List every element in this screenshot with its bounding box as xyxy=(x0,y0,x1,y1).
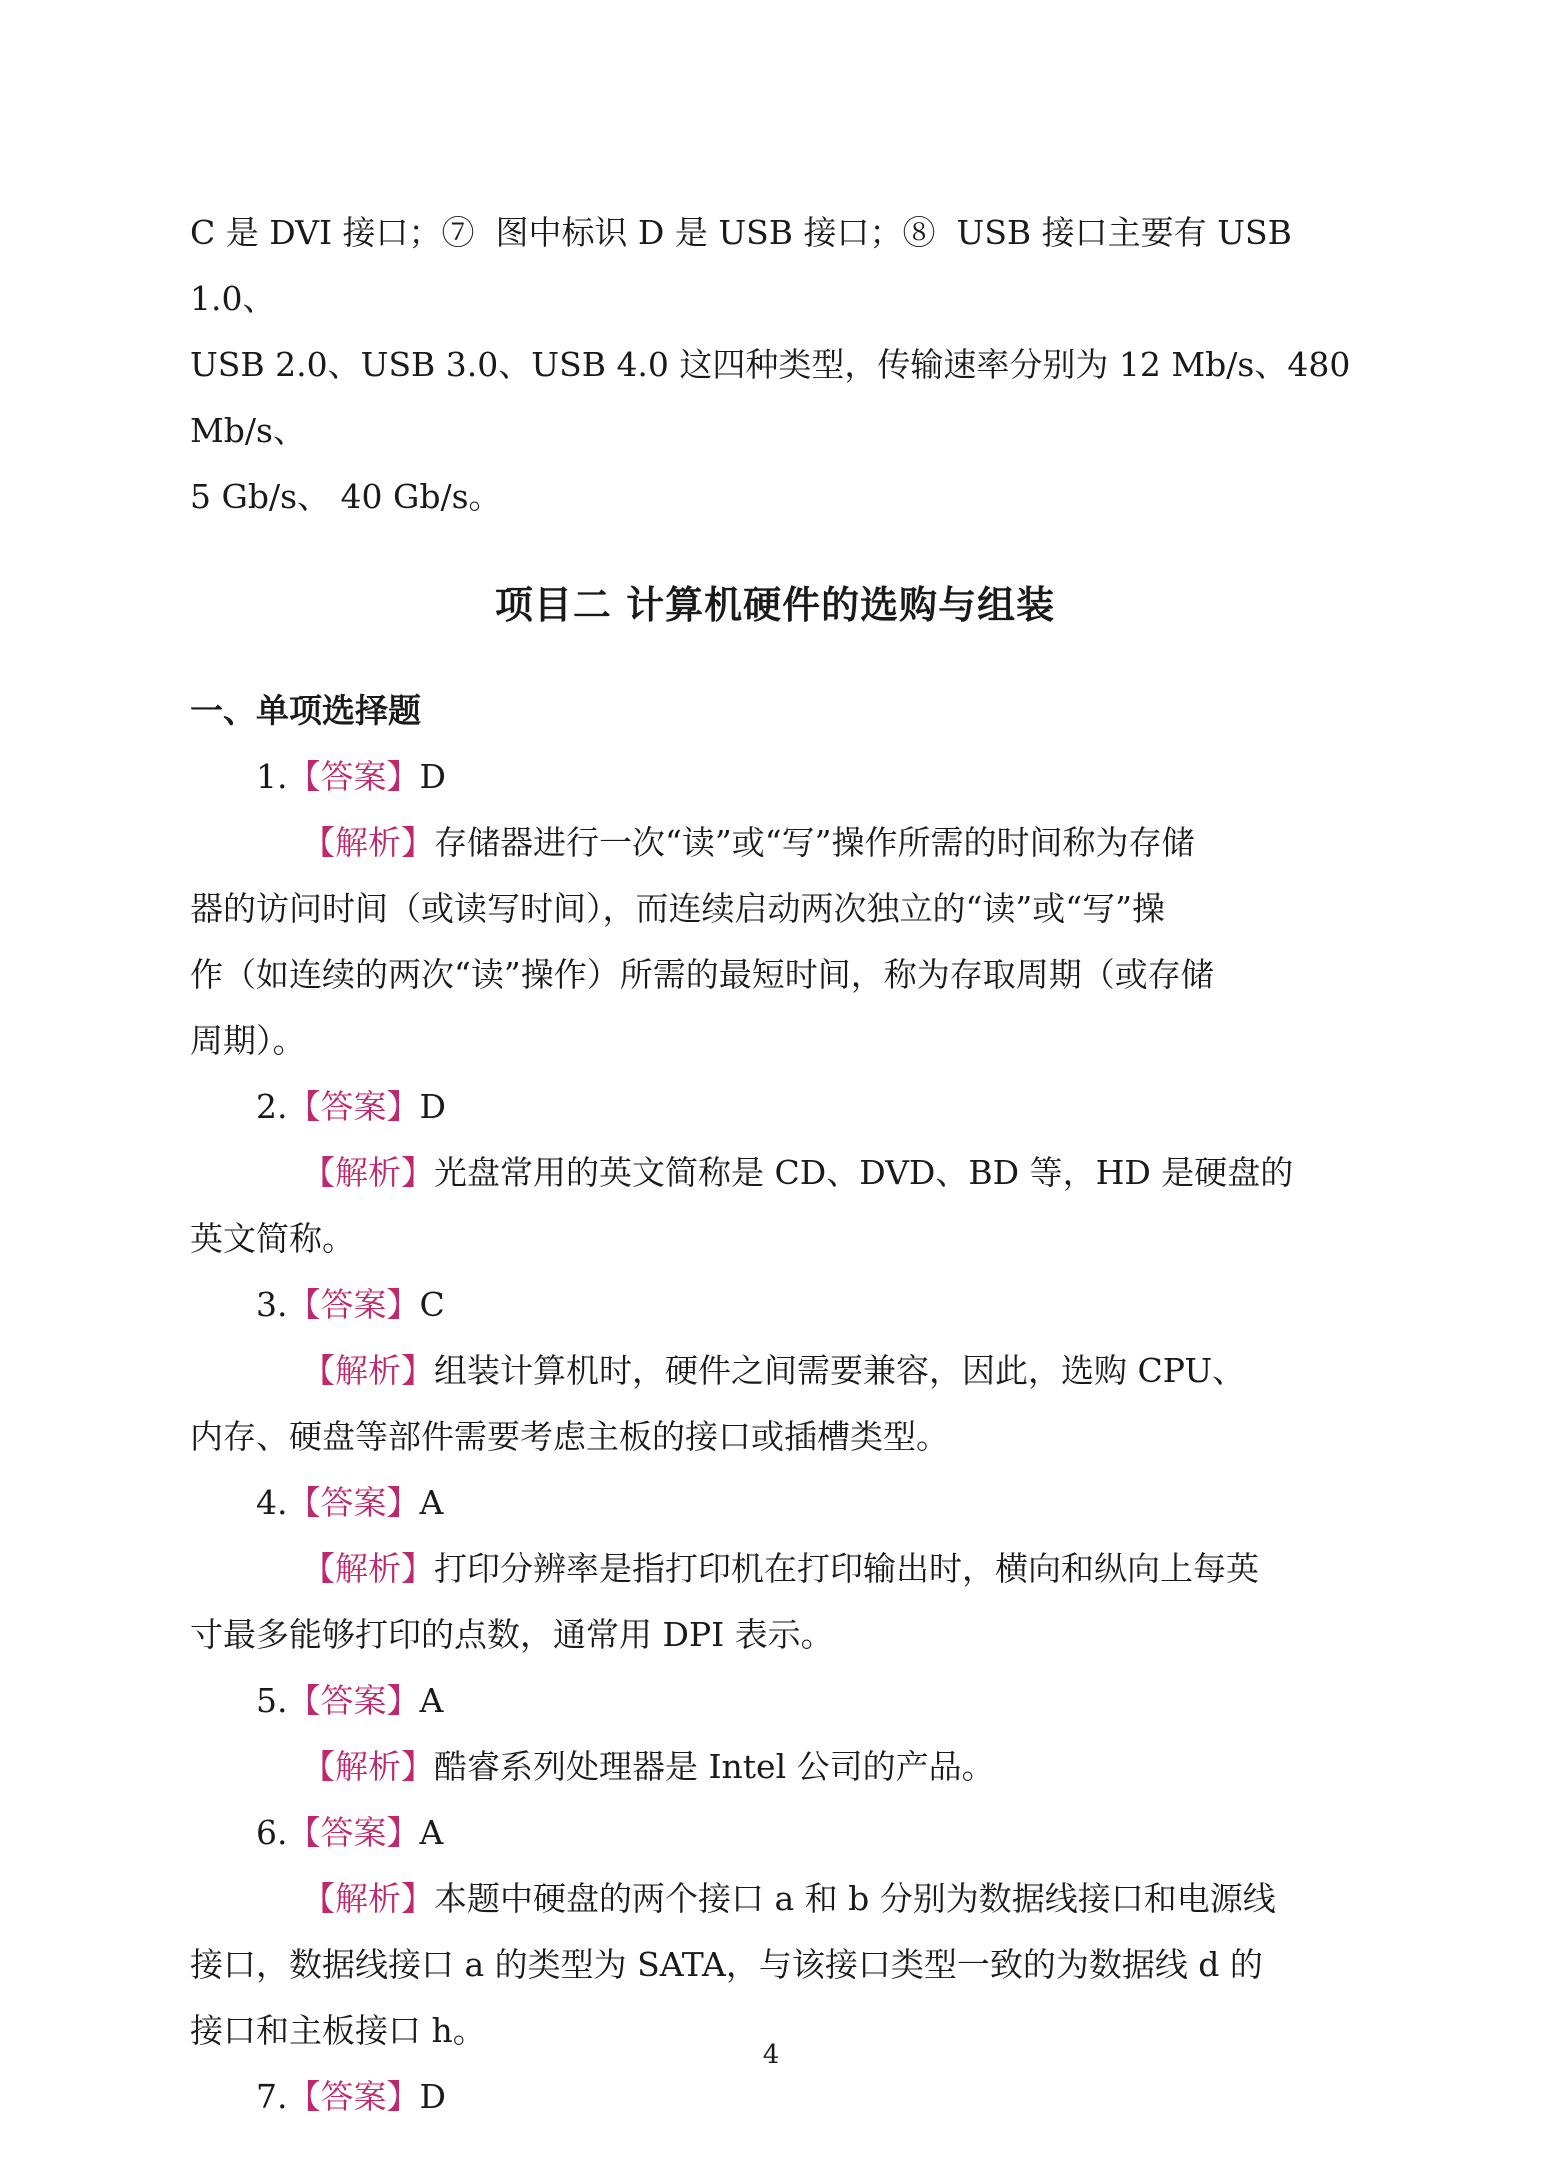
answer-item xyxy=(190,1800,1360,2064)
answer-line xyxy=(190,1800,1360,1866)
analysis-line xyxy=(190,942,1360,1008)
analysis-text: 周期）。 xyxy=(190,1021,306,1060)
item-number: 6. xyxy=(256,1813,288,1852)
analysis-line xyxy=(190,1866,1360,1932)
item-number: 5. xyxy=(256,1681,288,1720)
answer-tag: 【答案】 xyxy=(287,1285,420,1324)
answer-line xyxy=(190,744,1360,810)
answer-item xyxy=(190,1272,1360,1470)
analysis-text: 英文简称。 xyxy=(190,1219,355,1258)
answer-value: C xyxy=(419,1285,445,1324)
section-title: 一、单项选择题 xyxy=(190,691,421,730)
analysis-line xyxy=(190,1602,1360,1668)
item-number: 3. xyxy=(256,1285,288,1324)
analysis-text: 酷睿系列处理器是 Intel 公司的产品。 xyxy=(434,1747,995,1786)
analysis-line xyxy=(190,1734,1360,1800)
page-number: 4 xyxy=(762,2040,780,2070)
analysis-text: 接口和主板接口 h。 xyxy=(190,2011,486,2050)
item-number: 1. xyxy=(256,757,288,796)
answer-value: A xyxy=(419,1483,444,1522)
project-title: 项目二 计算机硬件的选购与组装 xyxy=(494,583,1056,627)
answer-value: A xyxy=(419,1681,444,1720)
item-number: 4. xyxy=(256,1483,288,1522)
analysis-text: 存储器进行一次“读”或“写”操作所需的时间称为存储 xyxy=(434,823,1195,862)
analysis-line xyxy=(190,1536,1360,1602)
answer-value: A xyxy=(419,1813,444,1852)
intro-line-1: C 是 DVI 接口；⑦ 图中标识 D 是 USB 接口；⑧ USB 接口主要有 USB 1.0、 xyxy=(190,213,1303,318)
item-number: 7. xyxy=(256,2077,288,2116)
item-number: 2. xyxy=(256,1087,288,1126)
analysis-text: 内存、硬盘等部件需要考虑主板的接口或插槽类型。 xyxy=(190,1417,949,1456)
analysis-text: 打印分辨率是指打印机在打印输出时，横向和纵向上每英 xyxy=(434,1549,1259,1588)
analysis-line xyxy=(190,1008,1360,1074)
analysis-tag: 【解析】 xyxy=(302,1879,434,1918)
answer-line xyxy=(190,1074,1360,1140)
analysis-line xyxy=(190,1338,1360,1404)
analysis-text: 组装计算机时，硬件之间需要兼容，因此，选购 CPU、 xyxy=(434,1351,1246,1390)
analysis-line xyxy=(190,810,1360,876)
answer-tag: 【答案】 xyxy=(287,1681,420,1720)
analysis-text: 接口，数据线接口 a 的类型为 SATA，与该接口类型一致的为数据线 d 的 xyxy=(190,1945,1263,1984)
analysis-line xyxy=(190,1140,1360,1206)
answer-tag: 【答案】 xyxy=(287,1087,420,1126)
answer-line xyxy=(190,1470,1360,1536)
answer-item xyxy=(190,1668,1360,1800)
page-content xyxy=(190,200,1360,2130)
answer-item xyxy=(190,1074,1360,1272)
answer-tag: 【答案】 xyxy=(287,1483,420,1522)
answer-tag: 【答案】 xyxy=(287,757,420,796)
analysis-tag: 【解析】 xyxy=(302,1351,434,1390)
answer-line xyxy=(190,1272,1360,1338)
analysis-tag: 【解析】 xyxy=(302,1153,434,1192)
answer-item xyxy=(190,2064,1360,2130)
analysis-line xyxy=(190,1932,1360,1998)
answer-item xyxy=(190,744,1360,1074)
analysis-line xyxy=(190,1206,1360,1272)
answer-value: D xyxy=(419,757,446,796)
intro-line-3: 5 Gb/s、 40 Gb/s。 xyxy=(190,477,502,516)
analysis-text: 寸最多能够打印的点数，通常用 DPI 表示。 xyxy=(190,1615,834,1654)
answer-item xyxy=(190,1470,1360,1668)
answer-list xyxy=(190,744,1360,2130)
answer-line xyxy=(190,1668,1360,1734)
analysis-text: 本题中硬盘的两个接口 a 和 b 分别为数据线接口和电源线 xyxy=(434,1879,1276,1918)
analysis-tag: 【解析】 xyxy=(302,1747,434,1786)
answer-line xyxy=(190,2064,1360,2130)
intro-line-2: USB 2.0、USB 3.0、USB 4.0 这四种类型，传输速率分别为 12 Mb/s、480 Mb/s、 xyxy=(190,345,1361,450)
analysis-text: 器的访问时间（或读写时间），而连续启动两次独立的“读”或“写”操 xyxy=(190,889,1165,928)
answer-value: D xyxy=(419,2077,446,2116)
answer-tag: 【答案】 xyxy=(287,2077,420,2116)
answer-value: D xyxy=(419,1087,446,1126)
analysis-text: 作（如连续的两次“读”操作）所需的最短时间，称为存取周期（或存储 xyxy=(190,955,1214,994)
analysis-tag: 【解析】 xyxy=(302,1549,434,1588)
analysis-tag: 【解析】 xyxy=(302,823,434,862)
analysis-line xyxy=(190,876,1360,942)
analysis-text: 光盘常用的英文简称是 CD、DVD、BD 等，HD 是硬盘的 xyxy=(434,1153,1294,1192)
analysis-line xyxy=(190,1404,1360,1470)
answer-tag: 【答案】 xyxy=(287,1813,420,1852)
